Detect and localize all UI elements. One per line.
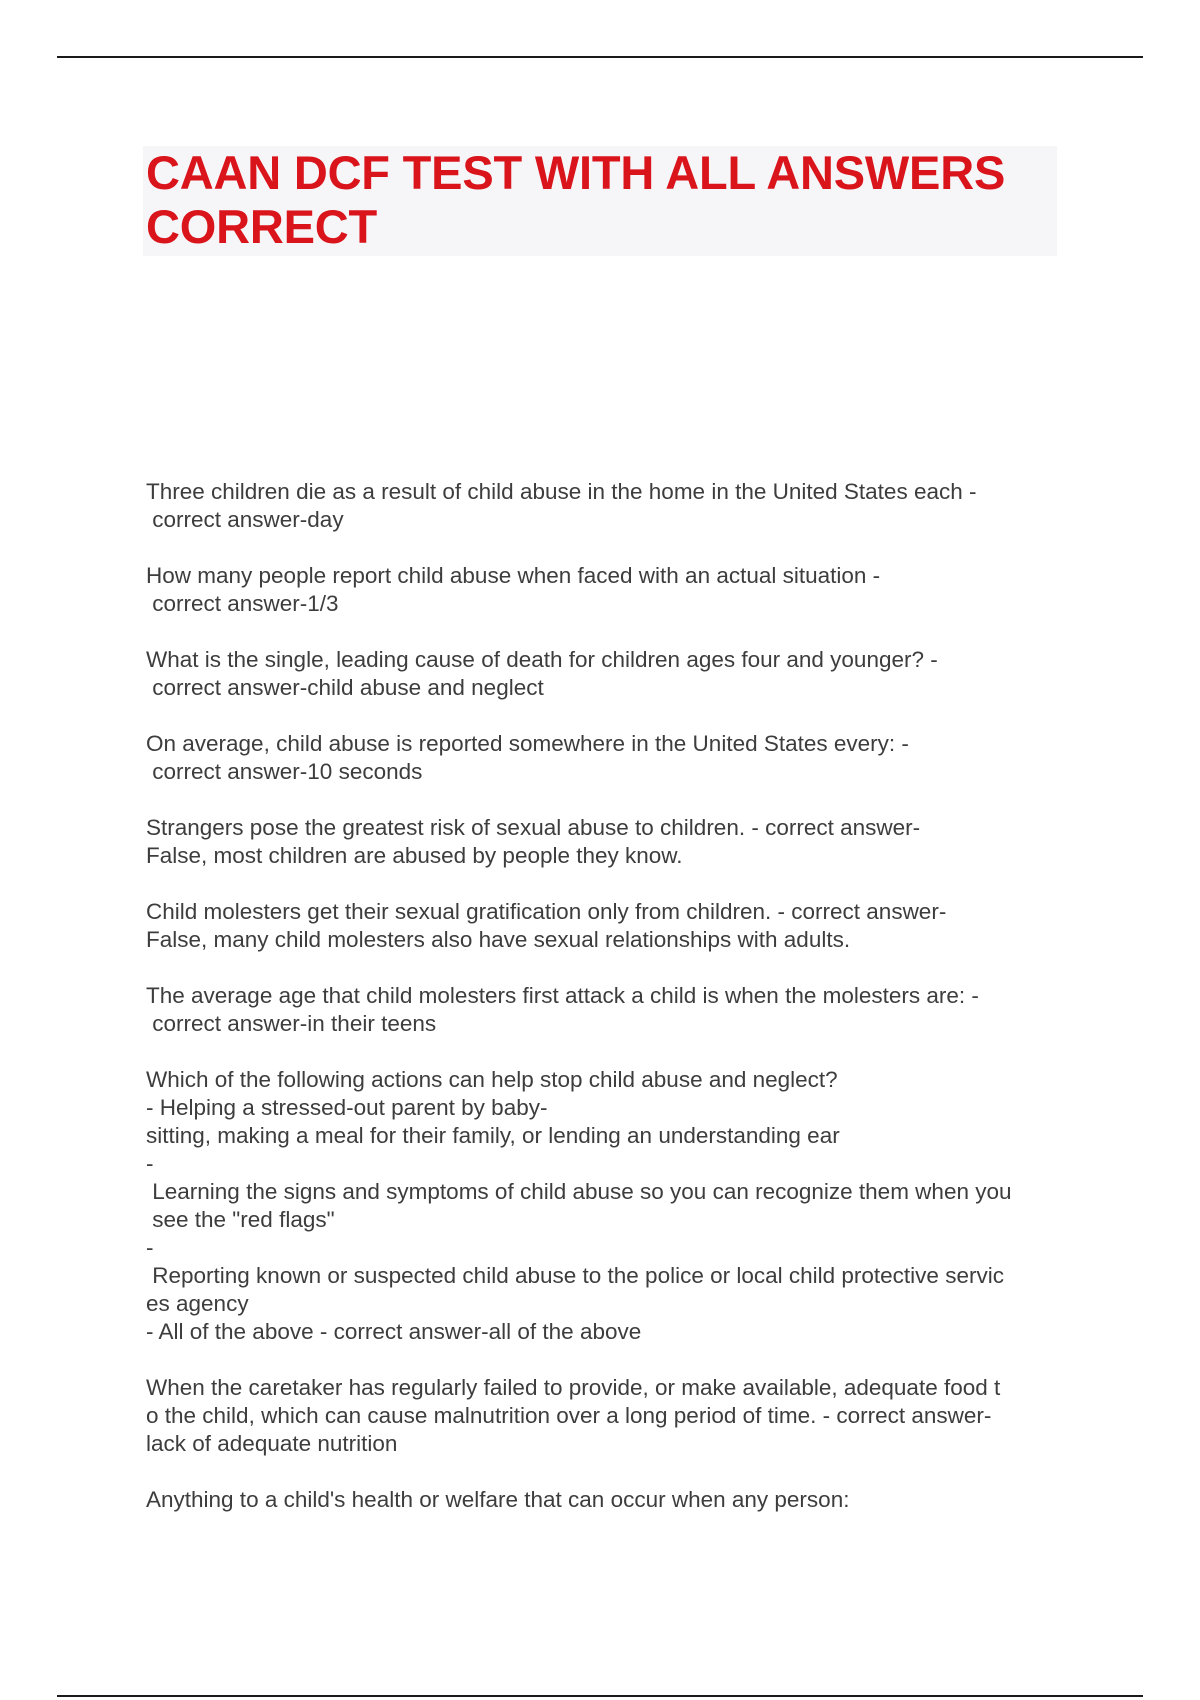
- qa-list: [146, 478, 1066, 1514]
- qa-item: [146, 898, 1066, 954]
- qa-line: Child molesters get their sexual gratification only from children. - correct answer-: [146, 899, 947, 924]
- qa-spacer: [146, 1038, 1066, 1066]
- title-line-2: CORRECT: [146, 200, 377, 253]
- qa-line: False, many child molesters also have sexual relationships with adults.: [146, 927, 851, 952]
- qa-spacer: [146, 702, 1066, 730]
- qa-line: What is the single, leading cause of death for children ages four and younger? -: [146, 647, 938, 672]
- qa-item: [146, 478, 1066, 534]
- qa-line: correct answer-child abuse and neglect: [146, 675, 544, 700]
- qa-spacer: [146, 1458, 1066, 1486]
- qa-spacer: [146, 870, 1066, 898]
- qa-item: [146, 1486, 1066, 1514]
- qa-line: o the child, which can cause malnutrition over a long period of time. - correct answer-: [146, 1403, 992, 1428]
- qa-line: How many people report child abuse when faced with an actual situation -: [146, 563, 881, 588]
- qa-item: [146, 1374, 1066, 1458]
- qa-line: correct answer-10 seconds: [146, 759, 423, 784]
- header-rule: [57, 56, 1143, 58]
- qa-spacer: [146, 786, 1066, 814]
- title-line-1: CAAN DCF TEST WITH ALL ANSWERS: [146, 146, 1006, 199]
- qa-line: Which of the following actions can help stop child abuse and neglect?: [146, 1067, 838, 1092]
- qa-line: When the caretaker has regularly failed to provide, or make available, adequate food t: [146, 1375, 1001, 1400]
- qa-item: [146, 730, 1066, 786]
- qa-line: - Helping a stressed-out parent by baby-: [146, 1095, 548, 1120]
- qa-line: Learning the signs and symptoms of child abuse so you can recognize them when you: [146, 1179, 1012, 1204]
- qa-item: [146, 982, 1066, 1038]
- qa-line: -: [146, 1235, 154, 1260]
- qa-line: - All of the above - correct answer-all of the above: [146, 1319, 642, 1344]
- qa-item: [146, 1066, 1066, 1346]
- qa-line: False, most children are abused by people they know.: [146, 843, 683, 868]
- qa-item: [146, 562, 1066, 618]
- footer-rule: [57, 1695, 1143, 1697]
- qa-line: The average age that child molesters first attack a child is when the molesters are: -: [146, 983, 979, 1008]
- qa-line: correct answer-1/3: [146, 591, 339, 616]
- qa-line: lack of adequate nutrition: [146, 1431, 398, 1456]
- qa-spacer: [146, 1346, 1066, 1374]
- qa-line: Reporting known or suspected child abuse to the police or local child protective servic: [146, 1263, 1004, 1288]
- qa-line: Anything to a child's health or welfare that can occur when any person:: [146, 1487, 850, 1512]
- qa-line: Strangers pose the greatest risk of sexual abuse to children. - correct answer-: [146, 815, 921, 840]
- qa-spacer: [146, 618, 1066, 646]
- qa-line: correct answer-day: [146, 507, 344, 532]
- qa-line: On average, child abuse is reported somewhere in the United States every: -: [146, 731, 909, 756]
- qa-line: see the "red flags": [146, 1207, 335, 1232]
- qa-item: [146, 814, 1066, 870]
- qa-line: correct answer-in their teens: [146, 1011, 437, 1036]
- qa-line: es agency: [146, 1291, 249, 1316]
- document-title: [146, 146, 1056, 254]
- qa-item: [146, 646, 1066, 702]
- qa-line: Three children die as a result of child abuse in the home in the United States each -: [146, 479, 977, 504]
- qa-spacer: [146, 954, 1066, 982]
- qa-line: sitting, making a meal for their family, or lending an understanding ear: [146, 1123, 840, 1148]
- qa-line: -: [146, 1151, 154, 1176]
- qa-spacer: [146, 534, 1066, 562]
